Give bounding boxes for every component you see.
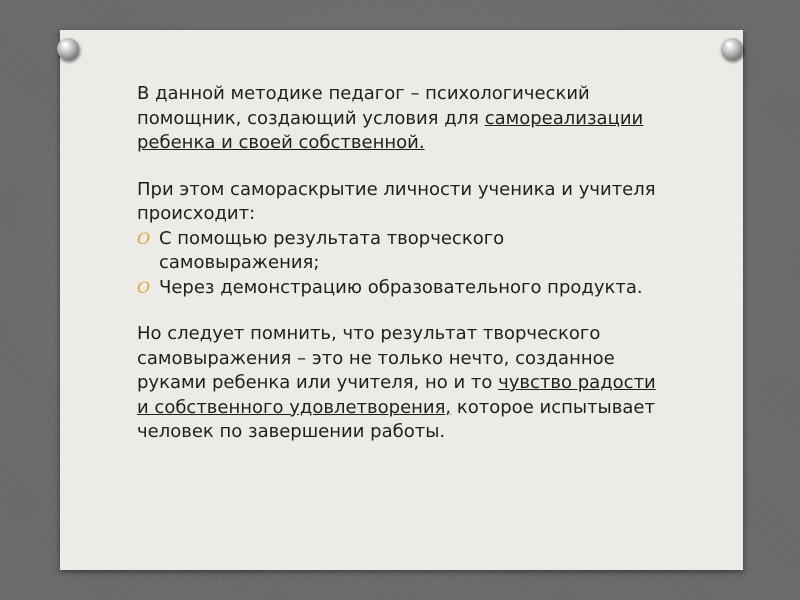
bullet-o-icon: O [137,277,151,297]
paragraph-conclusion-tail: которое испытывает человек по завершении работы. [137,396,655,442]
pushpin-icon [57,38,79,60]
list-item-text: Через демонстрацию образовательного продукта. [159,276,643,298]
slide-content [137,82,657,445]
paragraph-methodology-text: В данной методике педагог – психологический помощник, создающий условия для [137,83,590,129]
paragraph-conclusion-text: Но следует помнить, что результат творческого самовыражения – это не только нечто, созданное руками ребенка или учителя, но и то [137,323,615,393]
paragraph-methodology [137,82,657,156]
paragraph-conclusion-underlined: чувство радости и собственного удовлетворения, [137,372,656,418]
paragraph-conclusion [137,322,657,445]
pushpin-icon [721,38,743,60]
list-item [137,227,657,276]
bullet-list [137,227,657,301]
paragraph-self-disclosure-text: При этом самораскрытие личности ученика и учителя происходит: [137,178,656,224]
bullet-o-icon: O [137,228,151,248]
list-item [137,276,657,301]
paragraph-self-disclosure [137,178,657,301]
paragraph-methodology-underlined: самореализации ребенка и своей собственной. [137,107,644,153]
list-item-text: С помощью результата творческого самовыражения; [159,227,505,273]
